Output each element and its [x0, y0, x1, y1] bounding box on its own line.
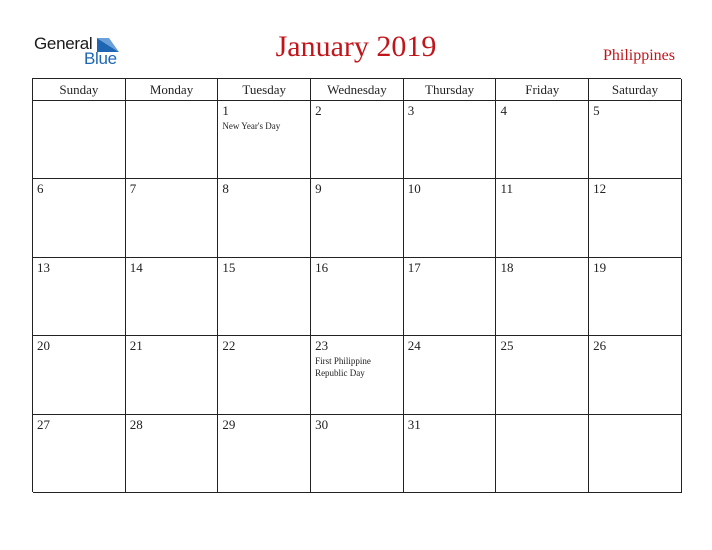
day-cell: [218, 101, 311, 179]
day-number: 28: [129, 416, 143, 432]
day-number: 25: [500, 338, 514, 354]
day-number: 2: [315, 103, 322, 118]
day-number: 23: [315, 338, 329, 354]
day-number: 3: [407, 103, 415, 118]
day-cell: [311, 101, 404, 179]
calendar-week-row: [33, 179, 681, 257]
logo-text-general: General: [34, 34, 93, 53]
calendar-grid: [32, 78, 681, 492]
day-number: 19: [593, 259, 607, 275]
holiday-label: New Year's Day: [222, 121, 281, 131]
day-cell: [589, 101, 682, 179]
day-number: 12: [593, 181, 607, 197]
day-cell: [126, 258, 219, 336]
day-number: 14: [129, 259, 143, 275]
day-cell: [33, 415, 126, 493]
day-cell: [589, 179, 682, 257]
weekday-header: Friday: [496, 79, 589, 101]
weekday-header: Wednesday: [311, 79, 404, 101]
calendar-title: January 2019: [275, 30, 437, 63]
day-cell: [126, 336, 219, 414]
calendar-week-row: [33, 415, 681, 493]
day-number: 1: [222, 103, 229, 118]
day-number: 7: [129, 181, 137, 197]
calendar-week-row: [33, 101, 681, 179]
day-number: 26: [593, 338, 607, 354]
day-number: 22: [222, 338, 236, 354]
day-number: 13: [37, 259, 50, 275]
day-number: 29: [222, 416, 236, 432]
weekday-header: Monday: [126, 79, 219, 101]
day-cell: [33, 101, 126, 179]
day-cell: [589, 336, 682, 414]
day-cell: [404, 101, 497, 179]
day-cell: [496, 336, 589, 414]
day-number: 17: [407, 259, 421, 275]
day-number: 5: [593, 103, 600, 118]
day-number: 10: [407, 181, 421, 197]
weekday-header-row: [33, 79, 681, 101]
weekday-header: Sunday: [33, 79, 126, 101]
day-cell: [33, 179, 126, 257]
calendar-week-row: [33, 258, 681, 336]
day-cell: [218, 336, 311, 414]
day-cell: [126, 179, 219, 257]
logo-text-blue: Blue: [84, 49, 117, 68]
day-cell: [218, 179, 311, 257]
day-cell: [404, 179, 497, 257]
day-number: 20: [37, 338, 50, 354]
day-cell: [404, 336, 497, 414]
day-cell: [126, 101, 219, 179]
day-cell: [33, 336, 126, 414]
day-cell: [218, 258, 311, 336]
day-cell: [311, 258, 404, 336]
day-cell: [311, 179, 404, 257]
day-number: 27: [37, 416, 50, 432]
calendar-week-row: [33, 336, 681, 414]
day-cell: [311, 336, 404, 414]
day-cell: [218, 415, 311, 493]
day-number: 4: [500, 103, 507, 118]
weekday-header: Thursday: [404, 79, 497, 101]
day-number: 18: [500, 259, 514, 275]
day-number: 30: [315, 416, 329, 432]
day-cell: [126, 415, 219, 493]
day-number: 15: [222, 259, 236, 275]
holiday-label: First Philippine Republic Day: [315, 356, 371, 379]
day-cell: [311, 415, 404, 493]
day-number: 21: [129, 338, 143, 354]
day-cell: [33, 258, 126, 336]
day-number: 8: [222, 181, 229, 197]
day-cell: [496, 415, 589, 493]
calendar-weeks: [33, 101, 681, 493]
day-number: 16: [315, 259, 329, 275]
day-cell: [496, 179, 589, 257]
day-number: 24: [407, 338, 421, 354]
day-cell: [404, 415, 497, 493]
weekday-header: Saturday: [589, 79, 682, 101]
day-cell: [496, 101, 589, 179]
day-number: 31: [407, 416, 421, 432]
day-number: 6: [37, 181, 44, 197]
weekday-header: Tuesday: [218, 79, 311, 101]
day-cell: [404, 258, 497, 336]
day-cell: [496, 258, 589, 336]
day-number: 9: [315, 181, 322, 197]
day-cell: [589, 415, 682, 493]
day-cell: [589, 258, 682, 336]
country-label: Philippines: [602, 47, 675, 64]
day-number: 11: [500, 181, 513, 197]
